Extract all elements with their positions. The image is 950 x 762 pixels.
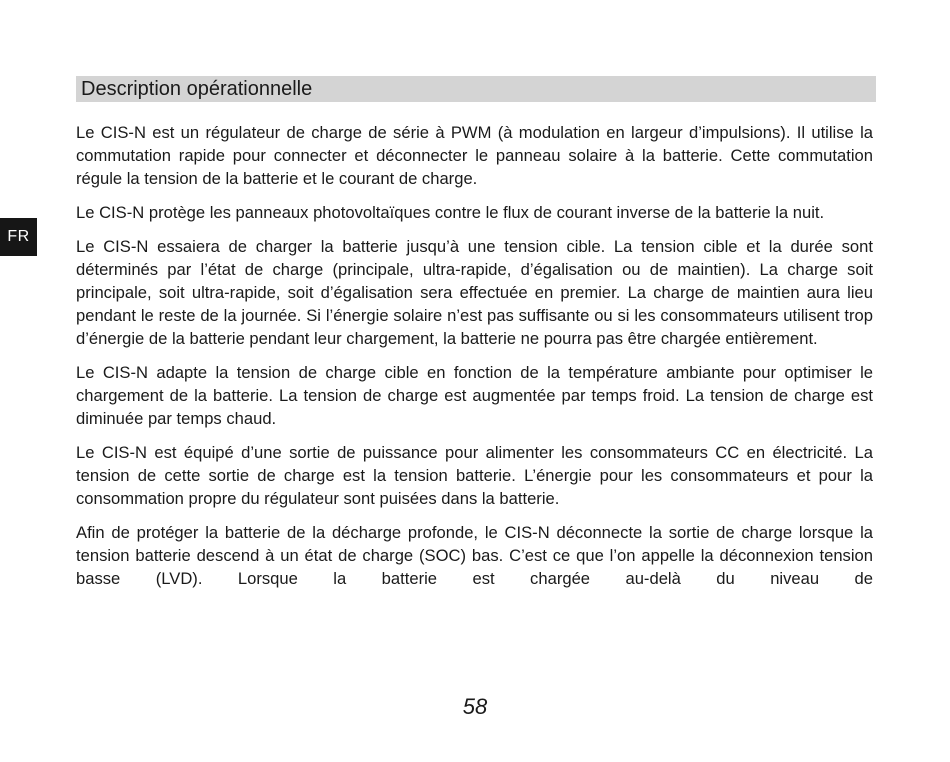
section-heading: Description opérationnelle bbox=[76, 76, 876, 102]
paragraph: Le CIS-N adapte la tension de charge cible en fonction de la température ambiante pour optimiser le chargement de la batterie. La tension de charge est augmentée par temps froid. La tension de charge est diminuée par temps chaud. bbox=[76, 363, 873, 428]
paragraph: Le CIS-N est un régulateur de charge de série à PWM (à modulation en largeur d’impulsions). Il utilise la commutation rapide pour connecter et déconnecter le panneau solaire à la batterie. Cette commutation régule la tension de la batterie et le courant de charge. bbox=[76, 123, 873, 188]
page-number: 58 bbox=[462, 694, 488, 719]
paragraph: Le CIS-N est équipé d’une sortie de puissance pour alimenter les consommateurs CC en électricité. La tension de cette sortie de charge est la tension batterie. L’énergie pour les consommateurs et pour la consommation propre du régulateur sont puisées dans la batterie. bbox=[76, 443, 873, 508]
paragraph: Le CIS-N protège les panneaux photovoltaïques contre le flux de courant inverse de la batterie la nuit. bbox=[76, 203, 825, 222]
paragraph: Afin de protéger la batterie de la décharge profonde, le CIS-N déconnecte la sortie de charge lorsque la tension batterie descend à un état de charge (SOC) bas. C’est ce que l’on appelle la déconnexion tension basse (LVD). Lorsque la batterie est chargée au-delà du niveau de bbox=[76, 523, 873, 588]
body-text bbox=[76, 121, 873, 601]
language-tab: FR bbox=[0, 218, 37, 256]
paragraph: Le CIS-N essaiera de charger la batterie jusqu’à une tension cible. La tension cible et la durée sont déterminés par l’état de charge (principale, ultra-rapide, d’égalisation ou de maintien). La charge soit principale, soit ultra-rapide, soit d’égalisation sera effectuée en premier. La charge de maintien aura lieu pendant le reste de la journée. Si l’énergie solaire n’est pas suffisante ou si les consommateurs utilisent trop d’énergie de la batterie pendant leur chargement, la batterie ne pourra pas être chargée entièrement. bbox=[76, 237, 873, 348]
